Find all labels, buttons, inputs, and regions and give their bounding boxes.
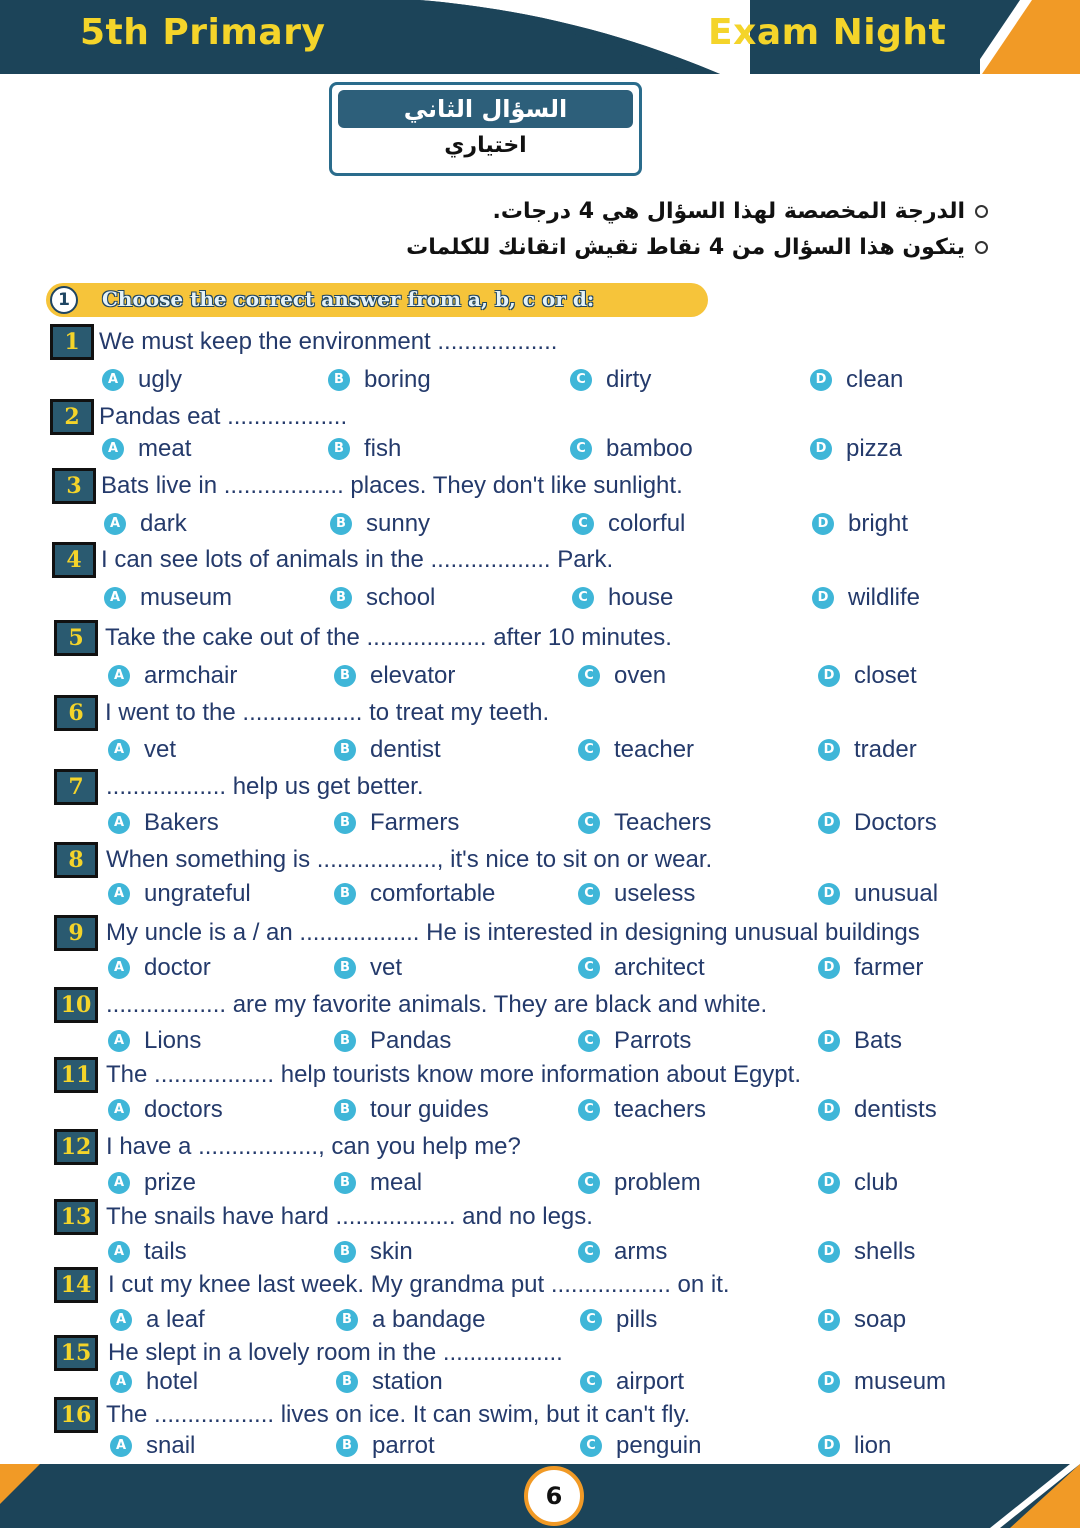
note-text: يتكون هذا السؤال من 4 نقاط تقيش اتقانك للكلمات: [406, 234, 965, 260]
option-label: clean: [846, 366, 904, 393]
option-letter-badge: B: [334, 1030, 356, 1052]
option-letter-badge: D: [810, 369, 832, 391]
answer-option[interactable]: [334, 1169, 422, 1197]
option-letter-badge: B: [336, 1435, 358, 1457]
option-letter-badge: D: [818, 1099, 840, 1121]
question-text: I cut my knee last week. My grandma put .................. on it.: [108, 1271, 730, 1298]
answer-option[interactable]: [580, 1306, 657, 1334]
option-letter-badge: A: [108, 665, 130, 687]
answer-option[interactable]: [572, 584, 673, 612]
option-label: Bats: [854, 1027, 903, 1054]
answer-option[interactable]: [334, 1238, 413, 1266]
option-label: Bakers: [144, 809, 219, 836]
option-letter-badge: A: [108, 1172, 130, 1194]
question-number: 14: [54, 1267, 98, 1303]
question-text: The .................. help tourists know more information about Egypt.: [106, 1061, 801, 1088]
option-letter-badge: C: [578, 957, 600, 979]
answer-option[interactable]: [818, 880, 938, 908]
option-label: trader: [854, 736, 917, 763]
option-label: wildlife: [848, 584, 921, 611]
option-letter-badge: D: [818, 739, 840, 761]
answer-option[interactable]: [818, 1368, 946, 1396]
option-label: Teachers: [614, 809, 712, 836]
answer-option[interactable]: [328, 366, 431, 394]
option-label: skin: [370, 1238, 413, 1265]
answer-option[interactable]: [102, 435, 191, 463]
answer-option[interactable]: [578, 1238, 667, 1266]
option-letter-badge: C: [578, 883, 600, 905]
option-letter-badge: B: [334, 883, 356, 905]
option-label: boring: [364, 366, 431, 393]
option-letter-badge: C: [578, 1172, 600, 1194]
answer-option[interactable]: [578, 809, 711, 837]
option-label: lion: [854, 1432, 892, 1459]
answer-option[interactable]: [578, 954, 705, 982]
option-label: vet: [370, 954, 403, 981]
note-item: [288, 229, 988, 265]
option-letter-badge: B: [334, 739, 356, 761]
option-letter-badge: C: [578, 1099, 600, 1121]
option-letter-badge: D: [818, 1241, 840, 1263]
answer-option[interactable]: [572, 510, 685, 538]
answer-option[interactable]: [336, 1306, 485, 1334]
option-letter-badge: C: [570, 369, 592, 391]
page-header: [0, 0, 1080, 74]
instructions-notes: [288, 193, 988, 265]
option-label: comfortable: [370, 880, 496, 907]
question-number: 12: [54, 1129, 98, 1165]
option-label: parrot: [372, 1432, 435, 1459]
option-letter-badge: A: [108, 812, 130, 834]
answer-option[interactable]: [102, 366, 182, 394]
option-letter-badge: D: [818, 1371, 840, 1393]
answer-option[interactable]: [108, 1096, 223, 1124]
option-label: teachers: [614, 1096, 707, 1123]
option-letter-badge: A: [102, 369, 124, 391]
grade-title: 5th Primary: [80, 12, 326, 53]
answer-option[interactable]: [334, 736, 441, 764]
option-letter-badge: D: [818, 1309, 840, 1331]
answer-option[interactable]: [108, 1027, 201, 1055]
option-letter-badge: D: [818, 665, 840, 687]
option-label: school: [366, 584, 436, 611]
option-label: airport: [616, 1368, 685, 1395]
option-label: station: [372, 1368, 443, 1395]
option-label: sunny: [366, 510, 431, 537]
option-letter-badge: A: [108, 739, 130, 761]
note-item: [288, 193, 988, 229]
answer-option[interactable]: [570, 366, 651, 394]
option-letter-badge: A: [108, 1030, 130, 1052]
answer-option[interactable]: [812, 584, 920, 612]
answer-option[interactable]: [328, 435, 401, 463]
question-title: السؤال الثاني: [338, 90, 633, 128]
option-letter-badge: B: [334, 957, 356, 979]
option-label: Lions: [144, 1027, 202, 1054]
question-number: 13: [54, 1199, 98, 1235]
option-label: meal: [370, 1169, 423, 1196]
option-letter-badge: C: [578, 665, 600, 687]
option-letter-badge: C: [572, 513, 594, 535]
question-text: Bats live in .................. places. They don't like sunlight.: [101, 472, 683, 499]
instruction-text: Choose the correct answer from a, b, c or d:: [102, 287, 595, 311]
answer-option[interactable]: [110, 1368, 198, 1396]
option-label: elevator: [370, 662, 456, 689]
question-text: I have a .................., can you help me?: [106, 1133, 521, 1160]
option-label: penguin: [616, 1432, 702, 1459]
option-label: useless: [614, 880, 696, 907]
option-letter-badge: B: [336, 1371, 358, 1393]
option-letter-badge: C: [580, 1435, 602, 1457]
answer-option[interactable]: [578, 880, 695, 908]
option-label: shells: [854, 1238, 916, 1265]
question-header-box: [329, 82, 642, 176]
question-text: .................. help us get better.: [106, 773, 424, 800]
option-label: bright: [848, 510, 909, 537]
answer-option[interactable]: [108, 1238, 187, 1266]
option-letter-badge: C: [578, 812, 600, 834]
option-label: snail: [146, 1432, 196, 1459]
option-letter-badge: D: [812, 513, 834, 535]
question-number: 6: [54, 695, 98, 731]
option-label: soap: [854, 1306, 907, 1333]
answer-option[interactable]: [104, 510, 187, 538]
option-label: meat: [138, 435, 192, 462]
answer-option[interactable]: [570, 435, 693, 463]
question-text: Take the cake out of the .................. after 10 minutes.: [105, 624, 672, 651]
question-number: 15: [54, 1335, 98, 1371]
answer-option[interactable]: [110, 1306, 205, 1334]
option-letter-badge: A: [102, 438, 124, 460]
option-letter-badge: A: [110, 1309, 132, 1331]
option-label: vet: [144, 736, 177, 763]
option-letter-badge: D: [812, 587, 834, 609]
option-letter-badge: A: [110, 1371, 132, 1393]
option-letter-badge: B: [334, 665, 356, 687]
answer-option[interactable]: [818, 662, 917, 690]
header-orange-stripe: [980, 0, 1080, 74]
answer-option[interactable]: [818, 1238, 915, 1266]
option-letter-badge: B: [330, 587, 352, 609]
option-label: architect: [614, 954, 705, 981]
option-label: dirty: [606, 366, 652, 393]
question-text: The .................. lives on ice. It can swim, but it can't fly.: [106, 1401, 691, 1428]
answer-option[interactable]: [578, 662, 666, 690]
answer-option[interactable]: [334, 1096, 489, 1124]
option-label: club: [854, 1169, 899, 1196]
answer-option[interactable]: [330, 510, 430, 538]
answer-option[interactable]: [580, 1368, 684, 1396]
answer-option[interactable]: [818, 1306, 906, 1334]
option-letter-badge: A: [110, 1435, 132, 1457]
answer-option[interactable]: [818, 1096, 937, 1124]
question-number: 11: [54, 1057, 98, 1093]
option-label: ugly: [138, 366, 183, 393]
answer-option[interactable]: [818, 1027, 902, 1055]
answer-option[interactable]: [578, 1169, 701, 1197]
option-letter-badge: B: [334, 1172, 356, 1194]
option-label: Doctors: [854, 809, 937, 836]
option-letter-badge: A: [108, 1241, 130, 1263]
answer-option[interactable]: [334, 880, 495, 908]
answer-option[interactable]: [104, 584, 232, 612]
answer-option[interactable]: [810, 366, 903, 394]
question-number: 2: [50, 399, 94, 435]
answer-option[interactable]: [334, 954, 402, 982]
answer-option[interactable]: [108, 662, 237, 690]
answer-option[interactable]: [108, 809, 219, 837]
question-text: .................. are my favorite animals. They are black and white.: [106, 991, 768, 1018]
option-label: hotel: [146, 1368, 199, 1395]
option-label: bamboo: [606, 435, 693, 462]
option-label: oven: [614, 662, 667, 689]
answer-option[interactable]: [334, 662, 455, 690]
question-number: 5: [54, 620, 98, 656]
option-label: prize: [144, 1169, 197, 1196]
option-letter-badge: D: [810, 438, 832, 460]
option-label: fish: [364, 435, 402, 462]
option-label: dentists: [854, 1096, 937, 1123]
option-label: unusual: [854, 880, 939, 907]
question-text: The snails have hard .................. and no legs.: [106, 1203, 593, 1230]
question-number: 8: [54, 842, 98, 878]
answer-option[interactable]: [330, 584, 435, 612]
answer-option[interactable]: [336, 1368, 443, 1396]
bullet-circle-icon: [975, 241, 988, 254]
answer-option[interactable]: [818, 954, 923, 982]
option-letter-badge: D: [818, 1435, 840, 1457]
option-letter-badge: C: [580, 1371, 602, 1393]
option-letter-badge: C: [580, 1309, 602, 1331]
note-text: الدرجة المخصصة لهذا السؤال هي 4 درجات.: [492, 198, 965, 224]
question-text: When something is .................., it's nice to sit on or wear.: [106, 846, 713, 873]
option-letter-badge: C: [572, 587, 594, 609]
answer-option[interactable]: [818, 736, 917, 764]
answer-option[interactable]: [334, 809, 459, 837]
answer-option[interactable]: [818, 1432, 891, 1460]
question-text: We must keep the environment ..................: [99, 328, 558, 355]
option-label: problem: [614, 1169, 701, 1196]
option-label: armchair: [144, 662, 238, 689]
option-letter-badge: D: [818, 1030, 840, 1052]
question-number: 10: [54, 987, 98, 1023]
answer-option[interactable]: [108, 954, 211, 982]
question-text: I can see lots of animals in the .................. Park.: [101, 546, 614, 573]
option-letter-badge: B: [334, 812, 356, 834]
answer-option[interactable]: [812, 510, 908, 538]
option-letter-badge: A: [104, 513, 126, 535]
option-letter-badge: A: [108, 957, 130, 979]
option-letter-badge: B: [336, 1309, 358, 1331]
option-label: closet: [854, 662, 917, 689]
instruction-number: 1: [50, 286, 78, 314]
answer-option[interactable]: [108, 736, 176, 764]
option-letter-badge: D: [818, 883, 840, 905]
option-label: museum: [854, 1368, 947, 1395]
footer-orange-stripe-left: [0, 1464, 70, 1528]
page-number: 6: [524, 1466, 584, 1526]
question-number: 1: [50, 324, 94, 360]
option-letter-badge: D: [818, 957, 840, 979]
instruction-banner: [46, 283, 708, 317]
answer-option[interactable]: [110, 1432, 195, 1460]
option-label: farmer: [854, 954, 924, 981]
option-letter-badge: A: [104, 587, 126, 609]
option-label: ungrateful: [144, 880, 251, 907]
option-letter-badge: D: [818, 812, 840, 834]
answer-option[interactable]: [578, 1096, 706, 1124]
question-text: My uncle is a / an .................. He is interested in designing unusual buildings: [106, 919, 920, 946]
series-title: Exam Night: [708, 12, 947, 53]
question-number: 16: [54, 1397, 98, 1433]
option-letter-badge: D: [818, 1172, 840, 1194]
option-label: dentist: [370, 736, 441, 763]
question-number: 9: [54, 915, 98, 951]
option-label: Pandas: [370, 1027, 452, 1054]
question-number: 7: [54, 769, 98, 805]
option-letter-badge: C: [570, 438, 592, 460]
answer-option[interactable]: [336, 1432, 435, 1460]
option-letter-badge: B: [334, 1241, 356, 1263]
option-letter-badge: A: [108, 1099, 130, 1121]
answer-option[interactable]: [818, 1169, 898, 1197]
answer-option[interactable]: [578, 1027, 691, 1055]
option-label: house: [608, 584, 674, 611]
option-label: tour guides: [370, 1096, 489, 1123]
option-label: a leaf: [146, 1306, 205, 1333]
answer-option[interactable]: [818, 809, 937, 837]
option-letter-badge: B: [328, 369, 350, 391]
option-letter-badge: B: [334, 1099, 356, 1121]
bullet-circle-icon: [975, 205, 988, 218]
answer-option[interactable]: [108, 1169, 196, 1197]
question-text: He slept in a lovely room in the ..................: [108, 1339, 563, 1366]
option-letter-badge: B: [328, 438, 350, 460]
option-label: doctors: [144, 1096, 223, 1123]
option-label: doctor: [144, 954, 211, 981]
option-label: museum: [140, 584, 233, 611]
option-letter-badge: B: [330, 513, 352, 535]
option-letter-badge: C: [578, 1030, 600, 1052]
answer-option[interactable]: [578, 736, 694, 764]
option-letter-badge: C: [578, 1241, 600, 1263]
option-label: Farmers: [370, 809, 460, 836]
option-label: colorful: [608, 510, 686, 537]
question-number: 3: [52, 468, 96, 504]
header-swoosh-decoration: [420, 0, 750, 74]
option-label: teacher: [614, 736, 695, 763]
question-number: 4: [52, 542, 96, 578]
option-label: a bandage: [372, 1306, 486, 1333]
option-letter-badge: A: [108, 883, 130, 905]
option-label: tails: [144, 1238, 187, 1265]
answer-option[interactable]: [334, 1027, 451, 1055]
answer-option[interactable]: [580, 1432, 701, 1460]
option-label: Parrots: [614, 1027, 692, 1054]
answer-option[interactable]: [108, 880, 251, 908]
question-text: Pandas eat ..................: [99, 403, 348, 430]
answer-option[interactable]: [810, 435, 902, 463]
option-label: dark: [140, 510, 187, 537]
option-label: pizza: [846, 435, 903, 462]
option-letter-badge: C: [578, 739, 600, 761]
option-label: pills: [616, 1306, 658, 1333]
question-subtitle: اختياري: [444, 133, 527, 158]
option-label: arms: [614, 1238, 668, 1265]
footer-orange-stripe-right: [990, 1464, 1080, 1528]
question-text: I went to the .................. to treat my teeth.: [105, 699, 550, 726]
